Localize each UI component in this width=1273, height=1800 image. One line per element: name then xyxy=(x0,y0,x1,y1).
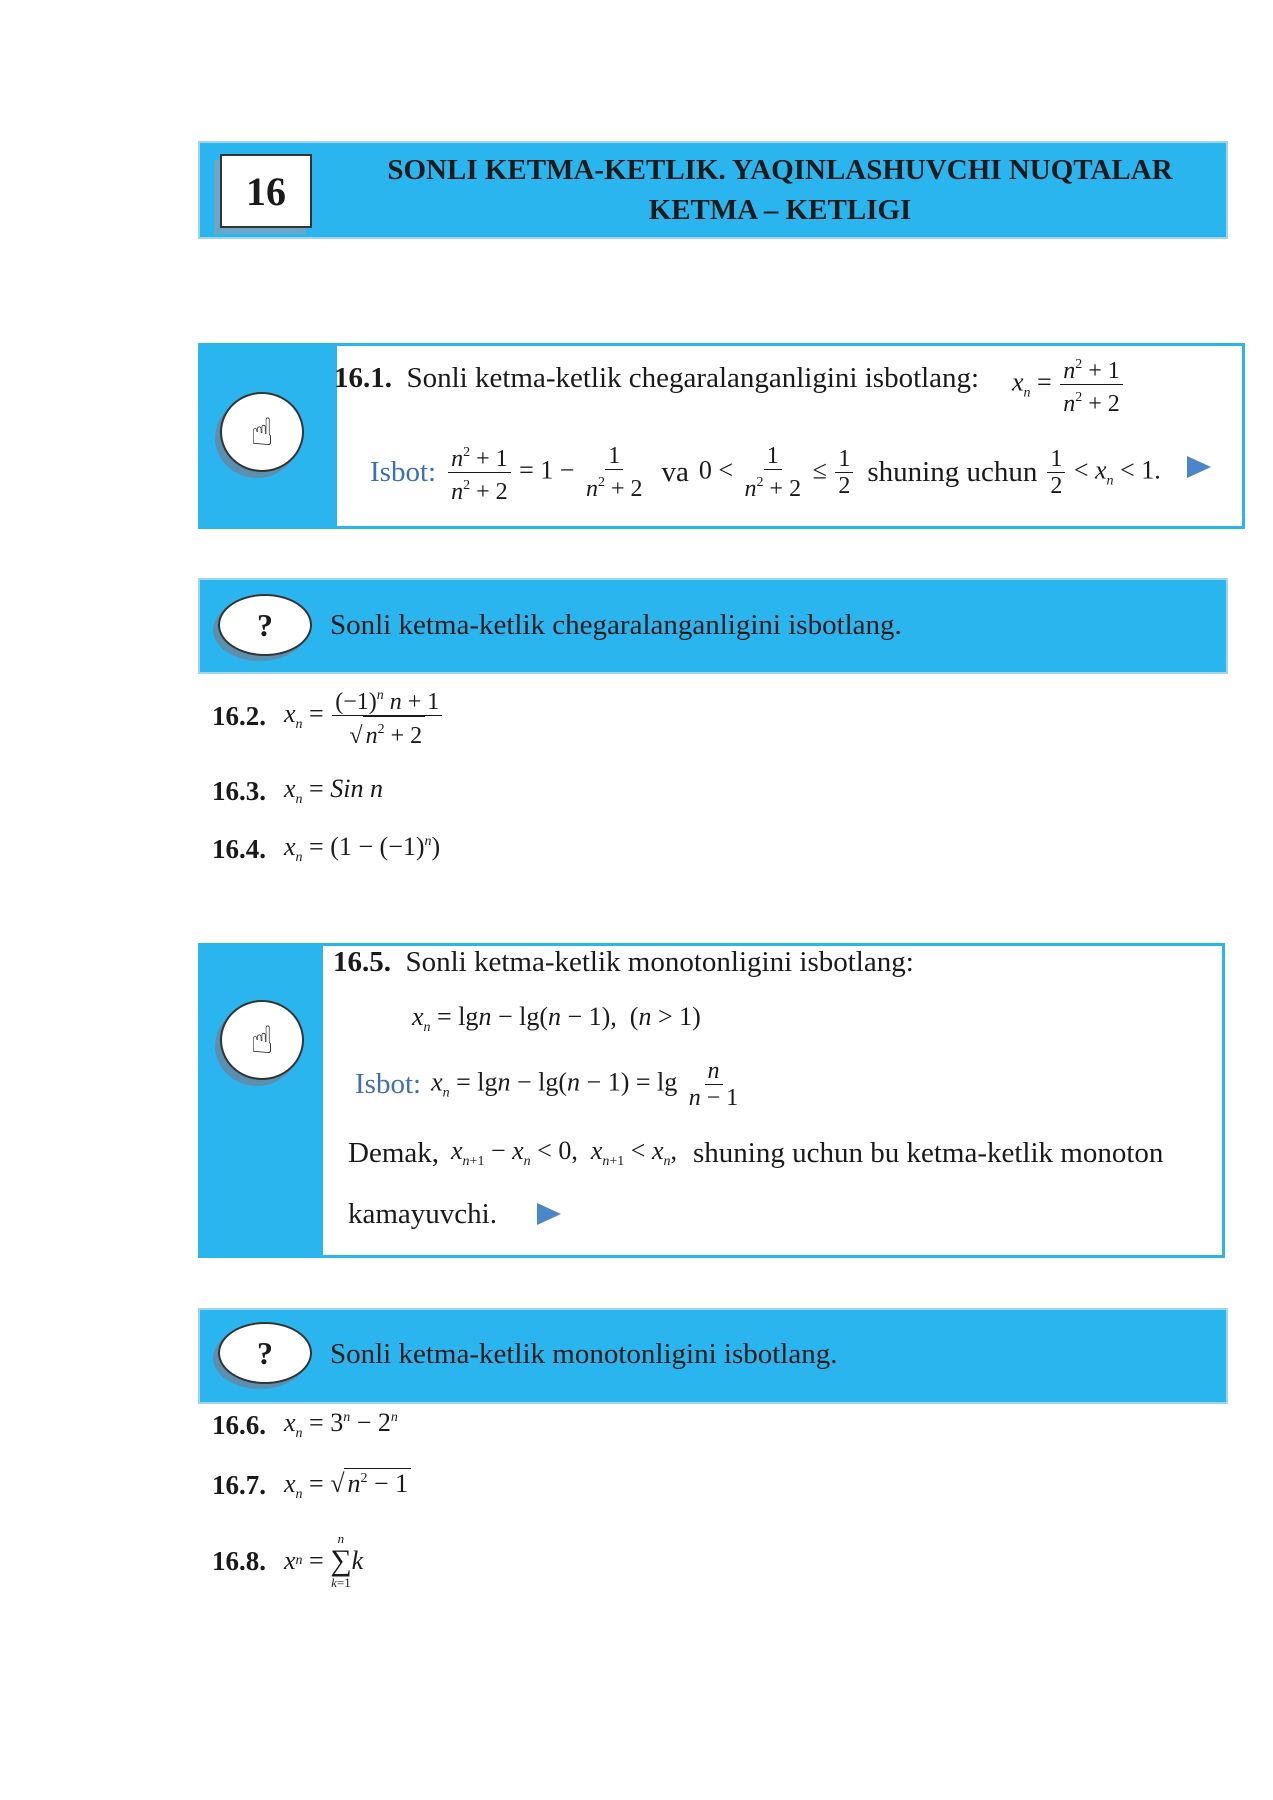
conclusion-demak: Demak, xyxy=(348,1136,439,1169)
proof-shuning-uchun: shuning uchun xyxy=(867,456,1038,488)
play-triangle-icon xyxy=(537,1203,561,1225)
example1-formula: $x_n$ = $\frac{n^2 + 1}{n^2 + 2}$ xyxy=(1012,352,1125,417)
pointing-hand-icon: ☝ xyxy=(220,392,304,472)
problem-formula: $x_n = 3^n - 2^n$ xyxy=(284,1408,398,1441)
problem-formula: x n = n ∑ k=1 k xyxy=(284,1531,364,1590)
example2-conclusion xyxy=(348,1136,1163,1170)
problem-number: 16.6. xyxy=(212,1409,266,1440)
example1-proof xyxy=(370,440,1161,505)
example1-label: 16.1. xyxy=(334,362,392,394)
problem-number: 16.8. xyxy=(212,1545,266,1576)
chapter-title xyxy=(340,150,1220,230)
pointing-hand-icon: ☝ xyxy=(220,1000,304,1080)
problem-16-7 xyxy=(212,1468,411,1503)
play-triangle-icon xyxy=(1187,456,1211,478)
task2-prompt: Sonli ketma-ketlik monotonligini isbotlang. xyxy=(330,1338,838,1370)
proof-expression-2: 0 < $\frac{1}{n^2 + 2}$ ≤ $\frac{1}{2}$ xyxy=(699,443,856,502)
example1-statement xyxy=(334,362,979,395)
example1-proof-label: Isbot: xyxy=(370,456,437,488)
problem-number: 16.4. xyxy=(212,833,266,864)
example2-proof-label: Isbot: xyxy=(355,1068,422,1100)
problem-formula: $x_n$ = $\frac{(-1)^n n + 1}{√ n^2 + 2}$ xyxy=(284,683,444,749)
problem-16-8 xyxy=(212,1532,363,1590)
example2-statement xyxy=(333,946,914,979)
example2-text: Sonli ketma-ketlik monotonligini isbotlang: xyxy=(405,946,914,978)
proof-va: va xyxy=(661,456,689,488)
example2-side-bar xyxy=(198,943,324,1258)
problem-16-6 xyxy=(212,1408,398,1442)
question-mark-icon: ? xyxy=(218,1322,312,1384)
example2-label: 16.5. xyxy=(333,946,391,978)
proof-expression-1: $\frac{n^2 + 1}{n^2 + 2}$ = 1 − $\frac{1}{n^2 + 2}$ xyxy=(446,440,647,505)
task1-prompt: Sonli ketma-ketlik chegaralanganligini isbotlang. xyxy=(330,609,902,641)
proof-expression: $x_n = \lg n - \lg(n - 1) = \lg$ $\frac{n}{n - 1}$ xyxy=(431,1058,739,1111)
problem-number: 16.2. xyxy=(212,700,266,731)
problem-16-4 xyxy=(212,832,440,866)
problem-formula: $x_n = (1 - (-1)^n)$ xyxy=(284,832,441,865)
chapter-title-line1: SONLI KETMA-KETLIK. YAQINLASHUVCHI NUQTALAR xyxy=(387,154,1173,186)
conclusion-text-line2: kamayuvchi. xyxy=(348,1198,497,1230)
problem-formula: $x_n$ = Sin n xyxy=(284,774,383,807)
example2-proof xyxy=(355,1058,743,1111)
chapter-number: 16 xyxy=(220,154,312,228)
conclusion-text: shuning uchun bu ketma-ketlik monoton xyxy=(693,1136,1164,1169)
problem-number: 16.7. xyxy=(212,1470,266,1500)
conclusion-expression: $x_{n+1} - x_n < 0$, $x_{n+1} < x_n$, xyxy=(451,1136,678,1169)
question-mark-icon: ? xyxy=(218,594,312,656)
chapter-title-line2: KETMA – KETLIGI xyxy=(648,194,912,226)
problem-number: 16.3. xyxy=(212,775,266,806)
proof-expression-3: $\frac{1}{2}$ < $x_n < 1$. xyxy=(1045,446,1160,499)
problem-16-3 xyxy=(212,774,383,808)
example1-text: Sonli ketma-ketlik chegaralanganligini isbotlang: xyxy=(406,362,980,394)
problem-formula: $x_n$ = √ $n^2 - 1$ xyxy=(284,1468,411,1503)
example2-formula: $x_n = \lg n - \lg(n - 1)$, (n > 1) xyxy=(412,1002,701,1035)
problem-16-2 xyxy=(212,683,444,749)
